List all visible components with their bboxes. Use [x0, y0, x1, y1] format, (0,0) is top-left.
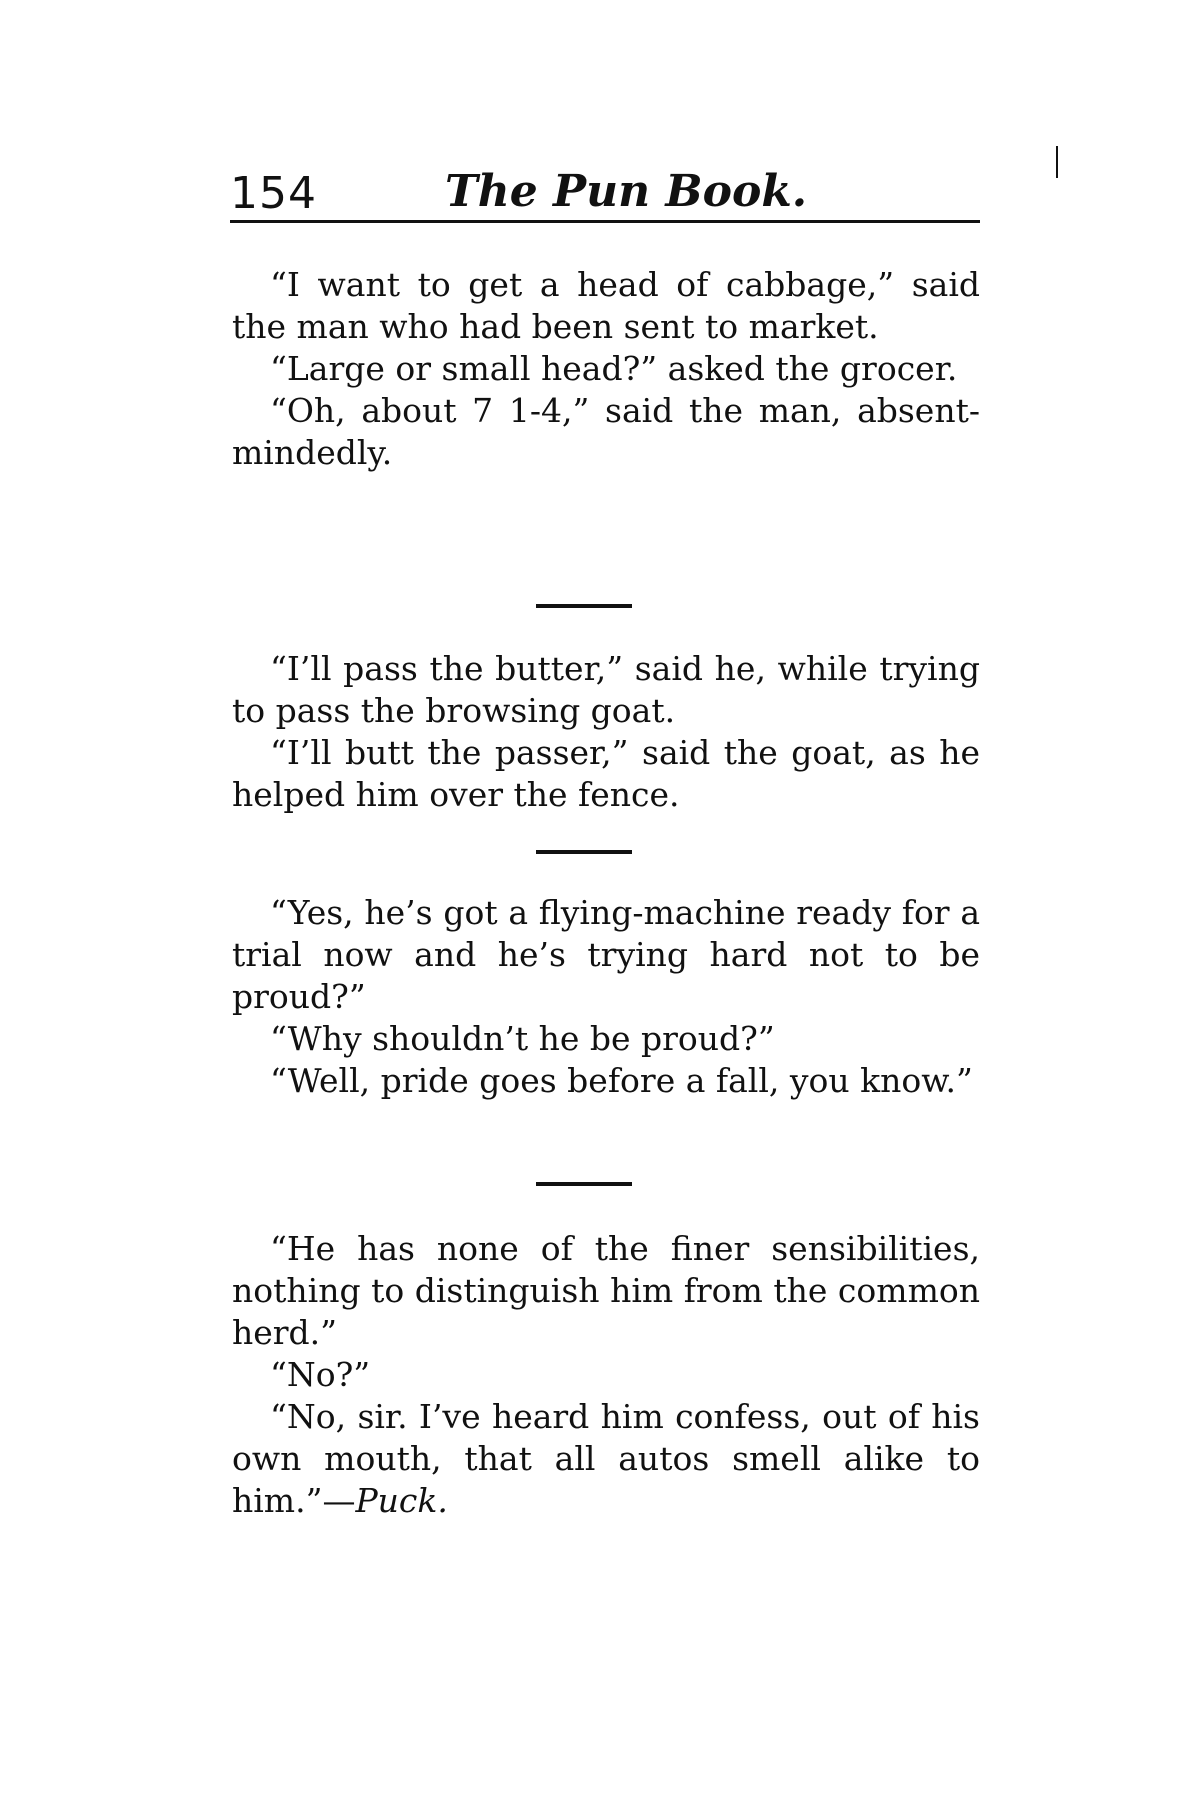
joke-3 — [232, 892, 980, 1102]
page-header — [230, 160, 980, 226]
section-divider — [536, 604, 632, 608]
paragraph — [232, 1396, 980, 1522]
section-divider — [536, 850, 632, 854]
source-attribution: Puck. — [355, 1481, 448, 1520]
running-title: The Pun Book. — [445, 166, 808, 217]
paragraph: “Yes, he’s got a flying-machine ready for a trial now and he’s trying hard not to be proud?” — [232, 893, 980, 1016]
joke-2 — [232, 648, 980, 816]
paragraph: “I’ll butt the passer,” said the goat, as he helped him over the fence. — [232, 733, 980, 814]
header-rule — [230, 220, 980, 223]
paragraph: “Well, pride goes before a fall, you know.” — [270, 1061, 973, 1100]
paragraph: “No?” — [270, 1355, 371, 1394]
page-number: 154 — [230, 168, 317, 219]
paragraph: “Large or small head?” asked the grocer. — [270, 349, 958, 388]
paragraph: “I’ll pass the butter,” said he, while trying to pass the browsing goat. — [232, 649, 980, 730]
paragraph: “He has none of the finer sensibilities, nothing to distinguish him from the common herd.” — [232, 1229, 980, 1352]
margin-mark — [1056, 146, 1058, 178]
paragraph: “Why shouldn’t he be proud?” — [270, 1019, 775, 1058]
joke-1 — [232, 264, 980, 474]
joke-4 — [232, 1228, 980, 1522]
section-divider — [536, 1182, 632, 1186]
paragraph: “I want to get a head of cabbage,” said the man who had been sent to market. — [232, 265, 980, 346]
paragraph: “Oh, about 7 1-4,” said the man, absent-mindedly. — [232, 391, 980, 472]
paragraph-text: “No, sir. I’ve heard him confess, out of his own mouth, that all autos smell alike to him.”— — [232, 1397, 980, 1520]
